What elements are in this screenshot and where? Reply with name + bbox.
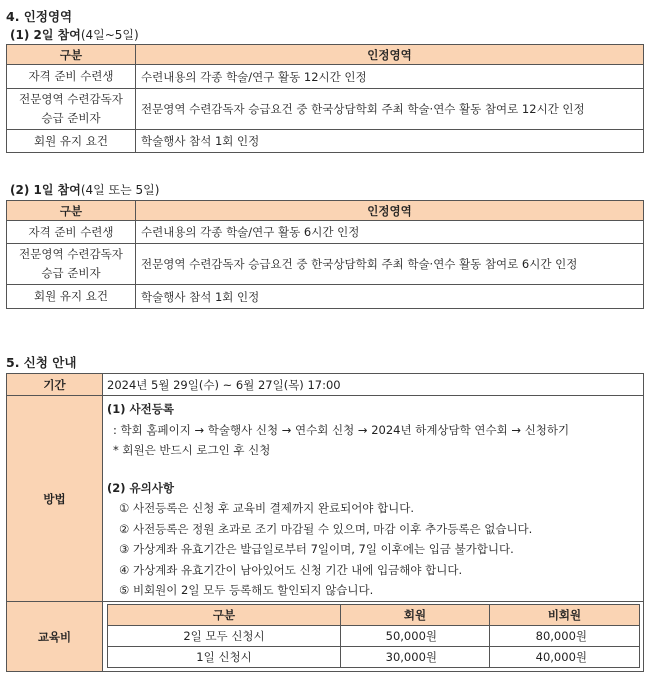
fee-header-type: 구분 [108,605,341,626]
list-item: ② 사전등록은 정원 초과로 조기 마감될 수 있으며, 마감 이후 추가등록은 없습니다. [119,521,533,536]
method-label: 방법 [7,396,103,602]
period-label: 기간 [7,374,103,396]
table-row: 회원 유지 요건 학술행사 참석 1회 인정 [7,285,644,309]
fee-header-nonmember: 비회원 [490,605,640,626]
pre-register-note: * 회원은 반드시 로그인 후 신청 [113,443,271,457]
table-row: 2일 모두 신청시 50,000원 80,000원 [108,626,640,647]
list-item: ⑤ 비회원이 2일 모두 등록해도 할인되지 않습니다. [119,583,374,597]
list-item: ③ 가상계좌 유효기간은 발급일로부터 7일이며, 7일 이후에는 입금 불가합니다. [119,542,514,556]
pre-register-path: : 학회 홈페이지 → 학술행사 신청 → 연수회 신청 → 2024년 하계상담학 연수회 → 신청하기 [113,422,570,437]
table-row: 1일 신청시 30,000원 40,000원 [108,647,640,668]
method-content [103,396,644,602]
section4-title: 4. 인정영역 [6,9,73,24]
fee-table [107,604,640,668]
header-recognition: 인정영역 [136,201,644,221]
header-category: 구분 [7,45,136,65]
table-row: 전문영역 수련감독자 승급 준비자 전문영역 수련감독자 승급요건 중 한국상담학회 주최 학술·연수 활동 참여로 6시간 인정 [7,244,644,285]
header-recognition: 인정영역 [136,45,644,65]
fee-header-member: 회원 [341,605,490,626]
table-row: 회원 유지 요건 학술행사 참석 1회 인정 [7,130,644,153]
period-value: 2024년 5월 29일(수) ~ 6월 27일(목) 17:00 [103,374,644,396]
recognition-table-1day [6,200,644,309]
fee-label: 교육비 [7,602,103,672]
recognition-table-2day [6,44,644,153]
list-item: ① 사전등록은 신청 후 교육비 결제까지 완료되어야 합니다. [119,501,415,515]
application-table [6,373,644,672]
table-row: 전문영역 수련감독자 승급 준비자 전문영역 수련감독자 승급요건 중 한국상담학회 주최 학술·연수 활동 참여로 12시간 인정 [7,89,644,130]
part2-title: (2) 1일 참여(4일 또는 5일) [10,183,160,197]
pre-register-title: (1) 사전등록 [107,402,174,416]
notes-title: (2) 유의사항 [107,480,174,495]
table-row: 자격 준비 수련생 수련내용의 각종 학술/연구 활동 12시간 인정 [7,65,644,89]
part1-title: (1) 2일 참여(4일~5일) [10,28,139,42]
table-row: 자격 준비 수련생 수련내용의 각종 학술/연구 활동 6시간 인정 [7,221,644,244]
header-category: 구분 [7,201,136,221]
list-item: ④ 가상계좌 유효기간이 남아있어도 신청 기간 내에 입금해야 합니다. [119,562,463,577]
section5-title: 5. 신청 안내 [6,355,77,370]
